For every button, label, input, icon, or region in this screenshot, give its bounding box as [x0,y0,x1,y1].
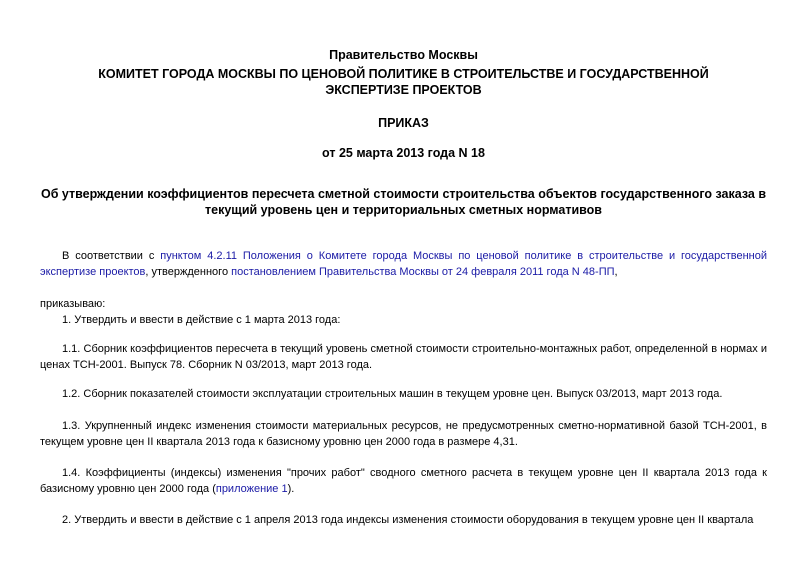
item-1-4-block [40,465,767,497]
orders-word: приказываю: [40,298,106,310]
document-type: ПРИКАЗ [378,116,429,130]
preamble-prefix: В соответствии с [62,250,161,262]
item-2-block [40,512,767,528]
preamble [40,248,767,280]
item-1-3: 1.3. Укрупненный индекс изменения стоимости материальных ресурсов, не предусмотренных сметно-нормативной базой ТСН-2001, в текущем уровне цен II квартала 2013 года к базисному уровню цен 2000 года в размере 4,31. [40,420,767,448]
item-1-2-block [40,386,767,402]
preamble-mid: , утвержденного [145,266,232,278]
appendix-1-link[interactable]: приложение 1 [215,483,288,495]
item-1-3-block [40,418,767,450]
item-1-1-block [40,341,767,373]
item-1: 1. Утвердить и ввести в действие с 1 марта 2013 года: [62,314,341,326]
item-1-2: 1.2. Сборник показателей стоимости эксплуатации строительных машин в текущем уровне цен. Выпуск 03/2013, март 2013 года. [62,388,723,400]
item-1-4-text: 1.4. Коэффициенты (индексы) изменения "прочих работ" сводного сметного расчета в текущем уровне цен II квартала 2013 года к базисному уровню цен 2000 года ( [40,467,767,495]
government-name: Правительство Москвы [329,48,478,62]
document-title: Об утверждении коэффициентов пересчета сметной стоимости строительства объектов государственного заказа в текущий уровень цен и территориальных сметных нормативов [40,187,767,217]
regulation-link[interactable]: пунктом 4.2.11 Положения о Комитете города Москвы по ценовой политике в строительстве и государственной экспертизе проектов [40,250,767,278]
item-1-1: 1.1. Сборник коэффициентов пересчета в текущий уровень сметной стоимости строительно-монтажных работ, определенной в нормах и ценах ТСН-2001. Выпуск 78. Сборник N 03/2013, март 2013 года. [40,343,767,371]
preamble-suffix: , [614,266,618,278]
item-2: 2. Утвердить и ввести в действие с 1 апреля 2013 года индексы изменения стоимости оборудования в текущем уровне цен II квартала [62,514,754,526]
item-1-4-end: ). [287,483,295,495]
decree-link[interactable]: постановлением Правительства Москвы от 24 февраля 2011 года N 48-ПП [231,266,615,278]
preamble-paragraph [40,248,767,280]
committee-name: КОМИТЕТ ГОРОДА МОСКВЫ ПО ЦЕНОВОЙ ПОЛИТИКЕ В СТРОИТЕЛЬСТВЕ И ГОСУДАРСТВЕННОЙ ЭКСПЕРТИЗЕ ПРОЕКТОВ [98,67,709,97]
item-1-4 [40,465,767,497]
orders-word-block [40,296,767,312]
document-date-number: от 25 марта 2013 года N 18 [322,146,485,160]
item-1-block [40,312,767,328]
